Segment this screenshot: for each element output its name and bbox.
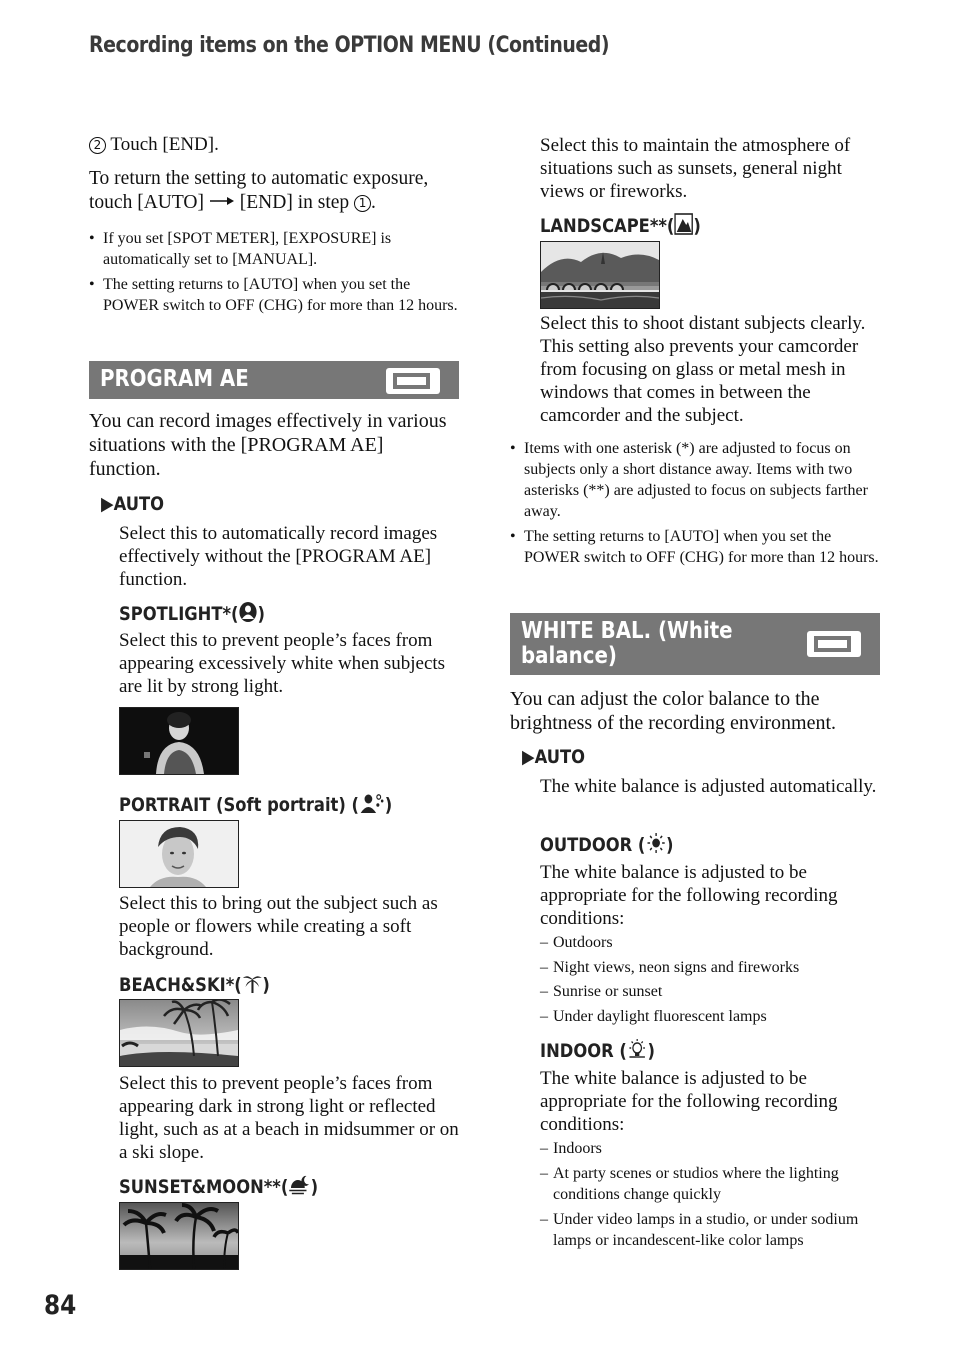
list-item: – Sunrise or sunset	[540, 981, 880, 1002]
sunset-moon-label: SUNSET&MOON**( )	[119, 1174, 318, 1201]
landscape-label: LANDSCAPE**( )	[540, 213, 701, 240]
list-item: – Indoors	[540, 1138, 880, 1159]
sunset-photo	[119, 1202, 239, 1270]
sunset-moon-desc: Select this to maintain the atmosphere of situations such as sunsets, general night views or fireworks.	[540, 135, 851, 202]
list-item: – Outdoors	[540, 932, 880, 953]
indoor-label: INDOOR ( )	[540, 1038, 655, 1065]
note-item: • The setting returns to [AUTO] when you set the POWER switch to OFF (CHG) for more than 12 hours.	[89, 274, 459, 316]
note-item: • The setting returns to [AUTO] when you set the POWER switch to OFF (CHG) for more than 12 hours.	[510, 526, 880, 568]
landscape-photo	[540, 241, 660, 309]
movie-camera-icon	[806, 630, 862, 658]
spotlight-photo	[119, 707, 239, 775]
list-item: – Night views, neon signs and fireworks	[540, 957, 880, 978]
sun-icon	[645, 832, 666, 859]
white-balance-auto-desc: The white balance is adjusted automatically.	[540, 776, 877, 797]
return-instruction: To return the setting to automatic exposure, touch [AUTO] [END] in step 1 .	[89, 168, 429, 213]
program-ae-auto-label: ▶AUTO	[101, 493, 165, 515]
list-item: – Under daylight fluorescent lamps	[540, 1006, 880, 1027]
step-2-text: Touch [END].	[110, 134, 219, 155]
program-ae-intro: You can record images effectively in various situations with the [PROGRAM AE] function.	[89, 410, 447, 480]
portrait-desc: Select this to bring out the subject such as people or flowers while creating a soft background.	[119, 893, 438, 960]
beach-ski-label: BEACH&SKI*( )	[119, 972, 270, 999]
note-item: • Items with one asterisk (*) are adjusted to focus on subjects only a short distance away. Items with two asterisks (**) are adjusted to focus on subjects farther away.	[510, 438, 880, 522]
beach-photo	[119, 999, 239, 1067]
bulb-icon	[627, 1038, 648, 1065]
arrow-right-icon	[209, 192, 235, 213]
list-item: – Under video lamps in a studio, or under sodium lamps or incandescent-like color lamps	[540, 1209, 880, 1251]
white-balance-header	[510, 613, 880, 675]
return-text-b: [END] in step	[239, 192, 350, 213]
step-number-1: 1	[354, 195, 371, 212]
section-title: PROGRAM AE	[100, 366, 249, 392]
outdoor-label: OUTDOOR ( )	[540, 832, 674, 859]
outdoor-conditions-list	[540, 932, 880, 1027]
movie-camera-icon	[385, 367, 441, 395]
return-text-a: To return the setting to automatic exposure, touch [AUTO]	[89, 168, 429, 213]
portrait-photo	[119, 820, 239, 888]
program-ae-header	[89, 361, 459, 399]
notes-list-1	[89, 228, 459, 316]
soft-portrait-icon	[359, 792, 385, 819]
triangle-right-icon: ▶	[522, 746, 535, 768]
indoor-desc: The white balance is adjusted to be appropriate for the following recording conditions:	[540, 1068, 838, 1135]
section-title-line2: balance)	[521, 643, 617, 669]
sunset-moon-icon	[288, 1174, 310, 1201]
note-item: • If you set [SPOT METER], [EXPOSURE] is automatically set to [MANUAL].	[89, 228, 459, 270]
step-number-2: 2	[89, 137, 106, 154]
spotlight-desc: Select this to prevent people’s faces from appearing excessively white when subjects are lit by strong light.	[119, 630, 446, 697]
indoor-conditions-list	[540, 1138, 880, 1251]
list-item: – At party scenes or studios where the lighting conditions change quickly	[540, 1163, 880, 1205]
program-ae-auto-desc: Select this to automatically record images effectively without the [PROGRAM AE] function.	[119, 523, 438, 590]
page-number: 84	[44, 1290, 77, 1321]
notes-list-2	[510, 438, 880, 568]
landscape-desc: Select this to shoot distant subjects clearly. This setting also prevents your camcorder from focusing on glass or metal mesh in windows that comes in between the camcorder and the subject.	[540, 313, 866, 426]
outdoor-desc: The white balance is adjusted to be appropriate for the following recording conditions:	[540, 862, 838, 929]
section-title-line1: WHITE BAL. (White	[521, 618, 733, 644]
page-header: Recording items on the OPTION MENU (Continued)	[89, 33, 610, 58]
mountain-icon	[674, 213, 693, 240]
beach-ski-desc: Select this to prevent people’s faces from appearing dark in strong light or reflected light, such as at a beach in midsummer or on a ski slope.	[119, 1073, 459, 1163]
spotlight-label: SPOTLIGHT*( )	[119, 601, 265, 628]
palm-tree-icon	[242, 972, 263, 999]
white-balance-intro: You can adjust the color balance to the brightness of the recording environment.	[510, 688, 837, 734]
step-2	[89, 133, 459, 156]
triangle-right-icon: ▶	[101, 493, 114, 515]
spotlight-icon	[239, 601, 258, 628]
white-balance-auto-label: ▶AUTO	[522, 746, 586, 768]
portrait-label: PORTRAIT (Soft portrait) ( )	[119, 792, 392, 819]
